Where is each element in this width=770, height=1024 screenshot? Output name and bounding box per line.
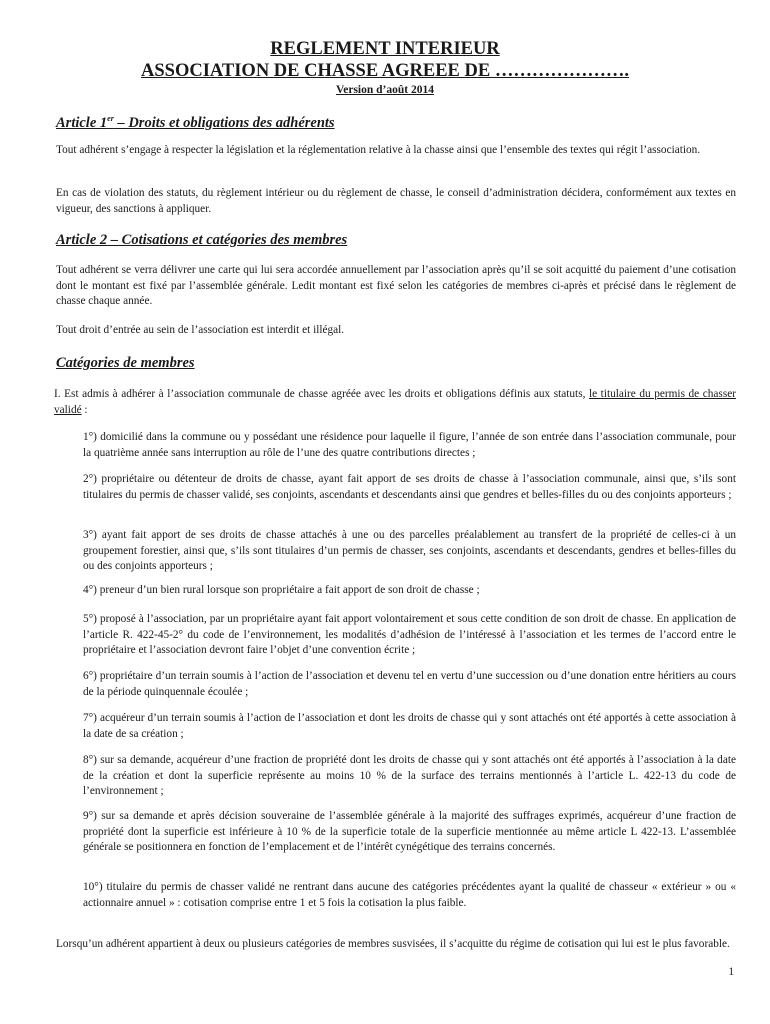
article2-paragraph-2: Tout droit d’entrée au sein de l’association est interdit et illégal. [56,324,345,336]
page-number: 1 [728,966,734,978]
category-item-4: 4°) preneur d’un bien rural lorsque son propriétaire a fait apport de son droit de chasse ; [83,584,480,596]
category-item-9: 9°) sur sa demande et après décision souveraine de l’assemblée générale à la majorité des suffrages exprimés, acquéreur d’une fraction de propriété dont la superficie est inférieure à 10 % de la superficie totale de la superficie mentionnée au même article L 422-13. L’assemblée générale se positionnera en fonction de l’emplacement et de l’intérêt cynégétique des terrains concernés. [83,810,736,853]
document-header [0,38,770,96]
category-item-1: 1°) domicilié dans la commune ou y possédant une résidence pour laquelle il figure, l’année de son entrée dans l’association communale, pour la quatrième année sans interruption au rôle de l’une des quatre contributions directes ; [83,431,736,459]
category-item-7: 7°) acquéreur d’un terrain soumis à l’action de l’association et dont les droits de chasse qui y sont attachés ont été apportés à cette association à la date de sa création ; [83,712,736,740]
article2-paragraph-1: Tout adhérent se verra délivrer une carte qui lui sera accordée annuellement par l’association après qu’il se soit acquitté du paiement d’une cotisation dont le montant est fixé par l’assemblée générale. Ledit montant est fixé selon les catégories de membres ci-après et précisé dans le règlement de chasse chaque année. [56,264,736,307]
category-item-2: 2°) propriétaire ou détenteur de droits de chasse, ayant fait apport de ses droits de chasse à l’association communale, ainsi que, s’ils sont titulaires du permis de chasser validé, ses conjoints, ascendants et descendants ainsi que gendres et belles-filles du ou des conjoints apporteurs ; [83,473,736,501]
categories-heading: Catégories de membres [56,355,195,371]
document-subtitle: ASSOCIATION DE CHASSE AGREEE DE …………………. [141,61,629,81]
document-version: Version d’août 2014 [336,84,434,96]
article1-heading: Article 1er – Droits et obligations des adhérents [56,114,335,131]
category-item-6: 6°) propriétaire d’un terrain soumis à l’action de l’association et devenu tel en vertu d’une succession ou d’une donation entre héritiers au cours de la période quinquennale écoulée ; [83,670,736,698]
permit-holder-emphasis: le titulaire du permis de chasser validé [54,388,736,416]
document-title: REGLEMENT INTERIEUR [270,39,500,59]
article2-heading: Article 2 – Cotisations et catégories des membres [56,232,348,248]
article1-paragraph-1: Tout adhérent s’engage à respecter la législation et la réglementation relative à la chasse ainsi que l’ensemble des textes qui régit l’association. [56,144,701,156]
closing-paragraph: Lorsqu’un adhérent appartient à deux ou plusieurs catégories de membres susvisées, il s’acquitte du régime de cotisation qui lui est le plus favorable. [56,938,730,950]
category-item-8: 8°) sur sa demande, acquéreur d’une fraction de propriété dont les droits de chasse qui y sont attachés ont été apportés à l’association à la date de la création et dont la superficie représente au moins 10 % de la surface des terrains mentionnés à l’article L. 422-13 du code de l’environnement ; [83,754,736,797]
category-item-5: 5°) proposé à l’association, par un propriétaire ayant fait apport volontairement et sous cette condition de son droit de chasse. En application de l’article R. 422-45-2° du code de l’environnement, les modalités d’adhésion de l’intéressé à l’association et les termes de l’accord entre le propriétaire et l’association devront faire l’objet d’une convention écrite ; [83,613,736,656]
category-item-3: 3°) ayant fait apport de ses droits de chasse attachés à une ou des parcelles préalablement au transfert de la propriété de celles-ci à un groupement forestier, ainsi que, s’ils sont titulaires d’un permis de chasser, ses conjoints, ascendants et descendants, gendres et belles-filles du ou des conjoints apporteurs ; [83,529,736,572]
categories-intro: I. Est admis à adhérer à l’association communale de chasse agréée avec les droits et obligations définis aux statuts, le titulaire du permis de chasser validé : [54,388,736,416]
category-item-10: 10°) titulaire du permis de chasser validé ne rentrant dans aucune des catégories précédentes ayant la qualité de chasseur « extérieur » ou « actionnaire annuel » : cotisation comprise entre 1 et 5 fois la cotisation la plus faible. [83,881,736,909]
article1-paragraph-2: En cas de violation des statuts, du règlement intérieur ou du règlement de chasse, le conseil d’administration décidera, conformément aux textes en vigueur, des sanctions à appliquer. [56,187,736,215]
